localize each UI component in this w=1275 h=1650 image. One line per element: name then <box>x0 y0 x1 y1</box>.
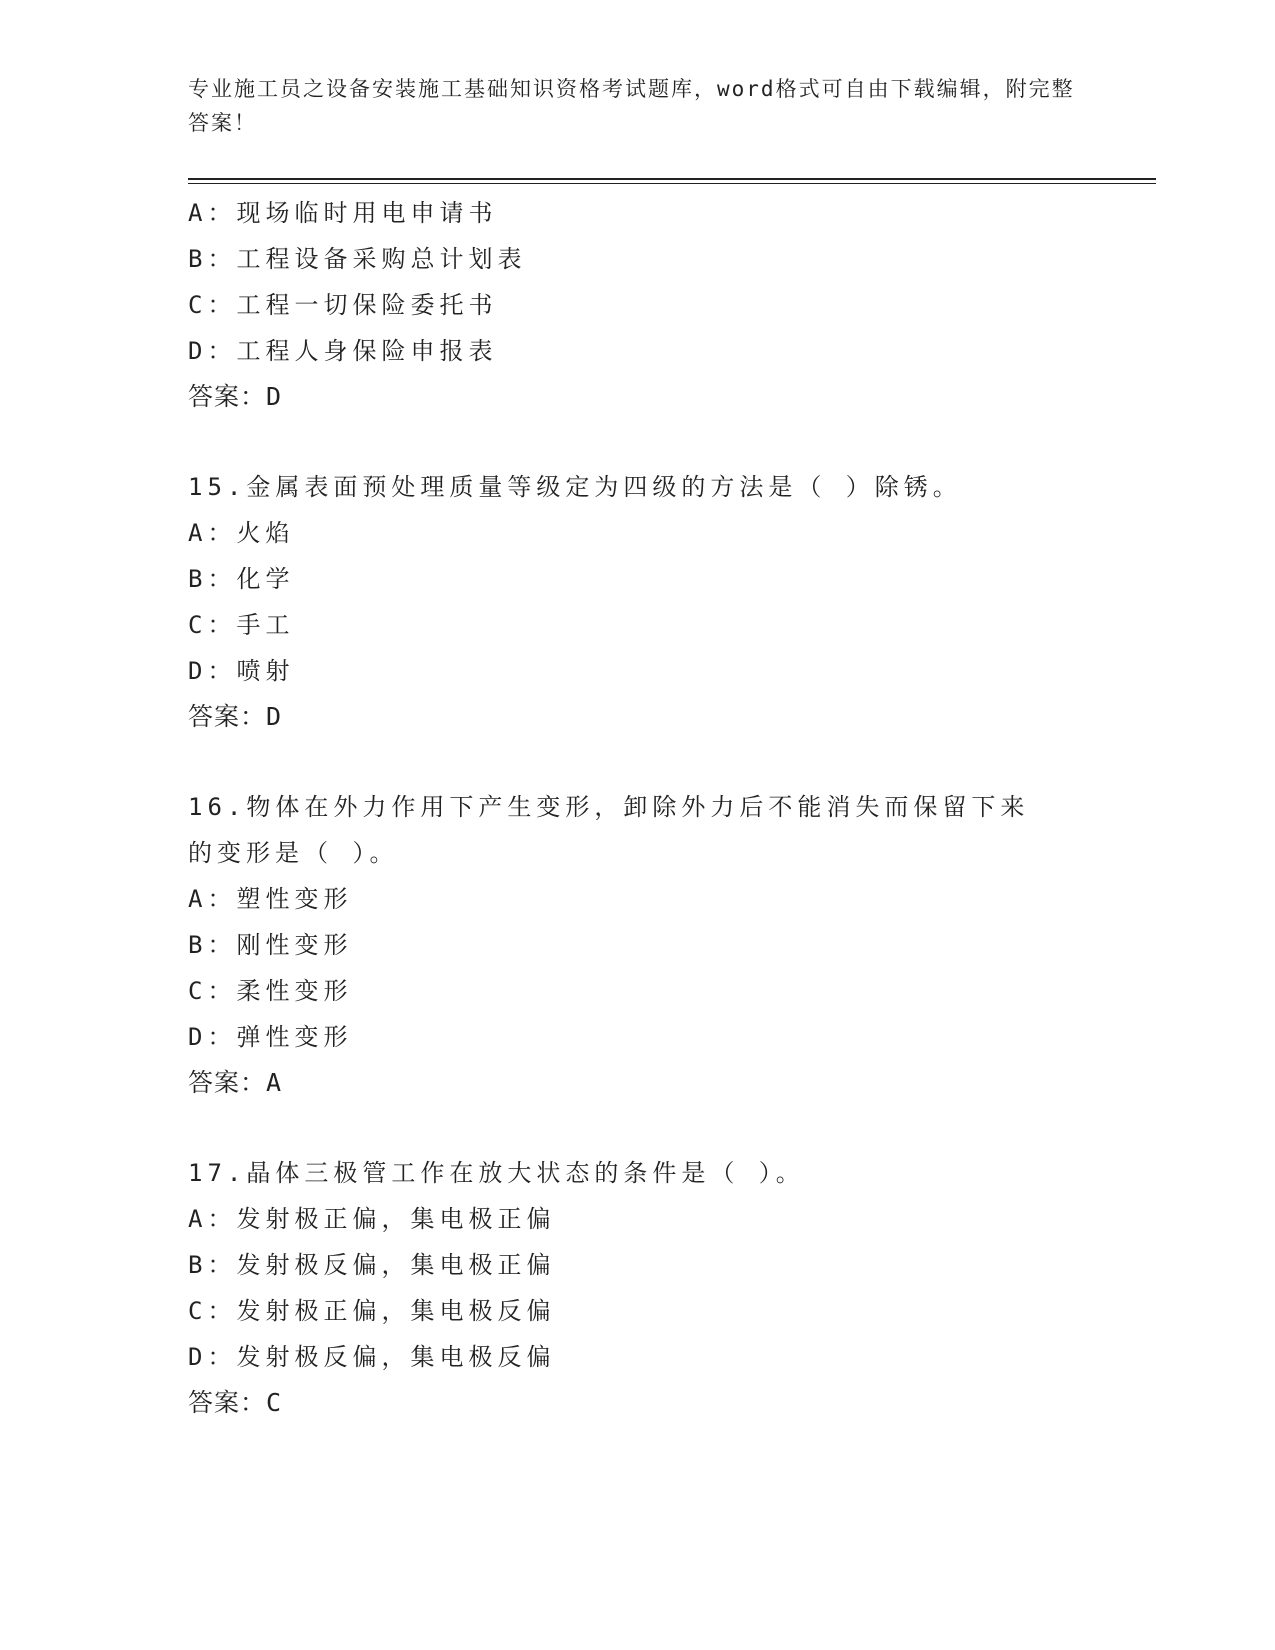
question-text: 15.金属表面预处理质量等级定为四级的方法是（ ）除锈。 <box>188 473 962 501</box>
question-block-14 <box>188 190 1108 420</box>
answer-value: C <box>266 1388 283 1417</box>
answer-label: 答案： <box>188 1388 267 1417</box>
option-a: A：火焰 <box>188 519 295 547</box>
answer-line <box>188 374 1108 420</box>
question-block-16 <box>188 784 1108 1106</box>
option-c: C：工程一切保险委托书 <box>188 291 498 319</box>
answer-label: 答案： <box>188 1068 267 1097</box>
option-d: D：工程人身保险申报表 <box>188 337 498 365</box>
option-c: C：手工 <box>188 611 295 639</box>
document-header: 专业施工员之设备安装施工基础知识资格考试题库，word格式可自由下载编辑，附完整答案！ <box>188 77 1075 135</box>
answer-value: D <box>266 382 283 411</box>
option-a: A：塑性变形 <box>188 885 353 913</box>
option-c: C：柔性变形 <box>188 977 353 1005</box>
answer-line <box>188 1380 1108 1426</box>
option-b: B：刚性变形 <box>188 931 353 959</box>
option-c: C：发射极正偏，集电极反偏 <box>188 1297 556 1325</box>
question-block-15 <box>188 464 1108 740</box>
question-text: 17.晶体三极管工作在放大状态的条件是（ ）。 <box>188 1159 805 1187</box>
question-list <box>188 190 1108 1426</box>
option-b: B：化学 <box>188 565 295 593</box>
option-a: A：现场临时用电申请书 <box>188 199 498 227</box>
option-b: B：发射极反偏，集电极正偏 <box>188 1251 556 1279</box>
answer-line <box>188 694 1108 740</box>
option-a: A：发射极正偏，集电极正偏 <box>188 1205 556 1233</box>
header-divider-thick <box>188 178 1156 180</box>
answer-line <box>188 1060 1108 1106</box>
answer-label: 答案： <box>188 702 267 731</box>
answer-label: 答案： <box>188 382 267 411</box>
answer-value: A <box>266 1068 283 1097</box>
question-block-17 <box>188 1150 1108 1426</box>
option-d: D：喷射 <box>188 657 295 685</box>
option-b: B：工程设备采购总计划表 <box>188 245 527 273</box>
question-text: 16.物体在外力作用下产生变形，卸除外力后不能消失而保留下来的变形是（ ）。 <box>188 793 1030 867</box>
option-d: D：弹性变形 <box>188 1023 353 1051</box>
answer-value: D <box>266 702 283 731</box>
option-d: D：发射极反偏，集电极反偏 <box>188 1343 556 1371</box>
header-divider-thin <box>188 183 1156 184</box>
